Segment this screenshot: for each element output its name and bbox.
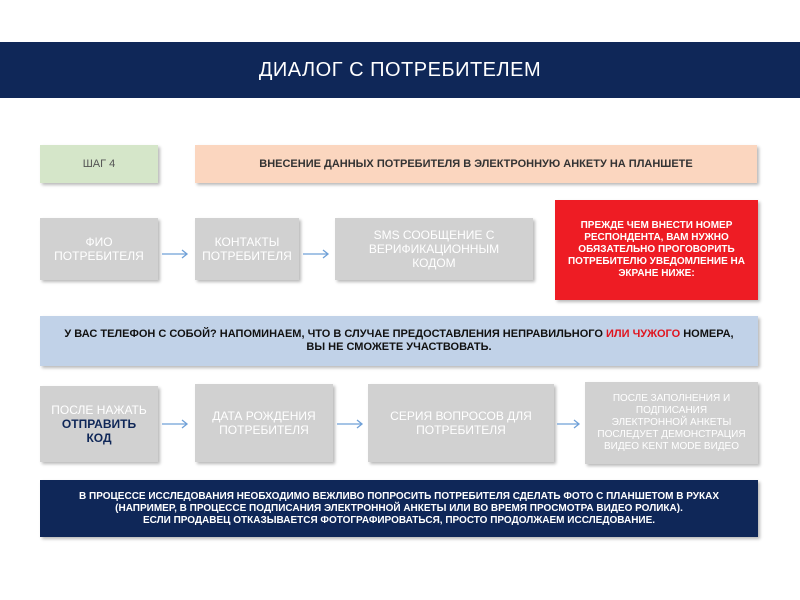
- notice-highlight: ИЛИ ЧУЖОГО: [605, 328, 681, 340]
- video-box: ПОСЛЕ ЗАПОЛНЕНИЯ И ПОДПИСАНИЯ ЭЛЕКТРОННОЙ АНКЕТЫ ПОСЛЕДУЕТ ДЕМОНСТРАЦИЯ ВИДЕО KENT MODE ВИДЕО: [585, 382, 758, 464]
- notice-line-2: ВЫ НЕ СМОЖЕТЕ УЧАСТВОВАТЬ.: [306, 341, 492, 353]
- notice-text-end: НОМЕРА,: [680, 328, 734, 340]
- page-title: ДИАЛОГ С ПОТРЕБИТЕЛЕМ: [258, 59, 542, 81]
- header-bar: [0, 42, 800, 98]
- arrow-right-icon: [162, 249, 190, 259]
- birthdate-box: ДАТА РОЖДЕНИЯ ПОТРЕБИТЕЛЯ: [195, 384, 333, 462]
- warning-box: ПРЕЖДЕ ЧЕМ ВНЕСТИ НОМЕР РЕСПОНДЕНТА, ВАМ НУЖНО ОБЯЗАТЕЛЬНО ПРОГОВОРИТЬ ПОТРЕБИТЕЛЮ УВЕДОМЛЕНИЕ НА ЭКРАНЕ НИЖЕ:: [555, 200, 758, 300]
- arrow-right-icon: [162, 419, 190, 429]
- step-label: ШАГ 4: [40, 145, 158, 183]
- arrow-right-icon: [557, 419, 582, 429]
- fio-box: ФИО ПОТРЕБИТЕЛЯ: [40, 218, 158, 280]
- send-code-box: [40, 386, 158, 462]
- send-code-text: ПОСЛЕ НАЖАТЬ: [51, 403, 147, 417]
- questions-box: СЕРИЯ ВОПРОСОВ ДЛЯ ПОТРЕБИТЕЛЯ: [368, 384, 554, 462]
- photo-instruction-line-1: В ПРОЦЕССЕ ИССЛЕДОВАНИЯ НЕОБХОДИМО ВЕЖЛИВО ПОПРОСИТЬ ПОТРЕБИТЕЛЯ СДЕЛАТЬ ФОТО С ПЛАНШЕТОМ В РУКАХ (НАПРИМЕР, В ПРОЦЕССЕ ПОДПИСАНИЯ ЭЛЕКТРОННОЙ АНКЕТЫ ИЛИ ВО ВРЕМЯ ПРОСМОТРА ВИДЕО РОЛИКА).: [79, 490, 719, 514]
- notice-line-1: [64, 328, 733, 341]
- arrow-right-icon: [337, 419, 365, 429]
- contacts-box: КОНТАКТЫ ПОТРЕБИТЕЛЯ: [195, 218, 299, 280]
- notice-text: У ВАС ТЕЛЕФОН С СОБОЙ? НАПОМИНАЕМ, ЧТО В СЛУЧАЕ ПРЕДОСТАВЛЕНИЯ НЕПРАВИЛЬНОГО: [64, 328, 606, 340]
- send-code-bold: ОТПРАВИТЬ КОД: [61, 417, 137, 445]
- photo-instruction-box: [40, 480, 758, 537]
- arrow-right-icon: [303, 249, 331, 259]
- sms-box: SMS СООБЩЕНИЕ С ВЕРИФИКАЦИОННЫМ КОДОМ: [335, 218, 533, 280]
- photo-instruction-line-2: ЕСЛИ ПРОДАВЕЦ ОТКАЗЫВАЕТСЯ ФОТОГРАФИРОВАТЬСЯ, ПРОСТО ПРОДОЛЖАЕМ ИССЛЕДОВАНИЕ.: [142, 514, 656, 526]
- step-description: ВНЕСЕНИЕ ДАННЫХ ПОТРЕБИТЕЛЯ В ЭЛЕКТРОННУЮ АНКЕТУ НА ПЛАНШЕТЕ: [195, 145, 757, 183]
- notice-box: [40, 316, 758, 366]
